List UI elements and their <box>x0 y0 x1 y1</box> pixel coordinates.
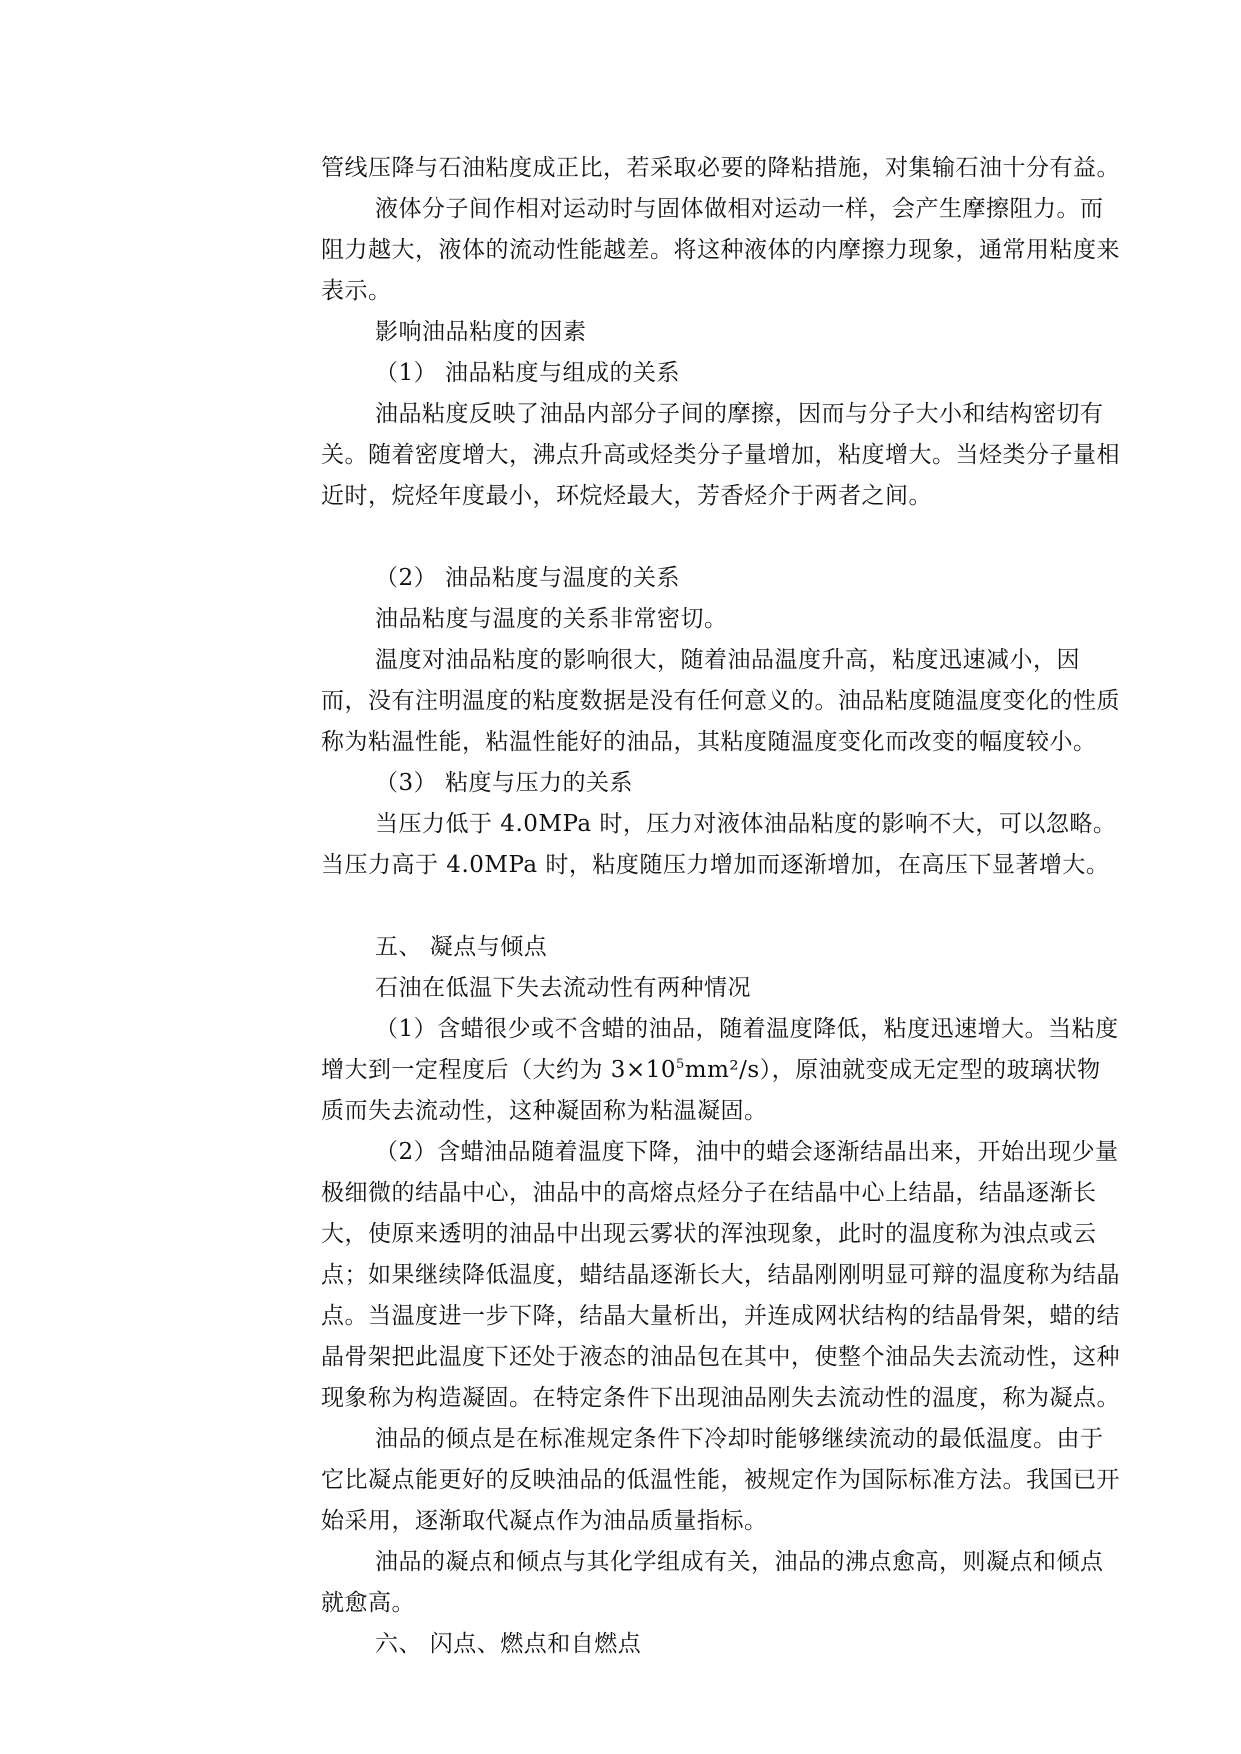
paragraph-composition-effect: 油品的凝点和倾点与其化学组成有关，油品的沸点愈高，则凝点和倾点就愈高。 <box>321 1549 1104 1616</box>
paragraph-case-2: （2）含蜡油品随着温度下降，油中的蜡会逐渐结晶出来，开始出现少量极细微的结晶中心，油品中的高熔点烃分子在结晶中心上结晶，结晶逐渐长大，使原来透明的油品中出现云雾状的浑浊现象，此时的温度称为浊点或云点；如果继续降低温度，蜡结晶逐渐长大，结晶刚刚明显可辩的温度称为结晶点。当温度进一步下降，结晶大量析出，并连成网状结构的结晶骨架，蜡的结晶骨架把此温度下还处于液态的油品包在其中，使整个油品失去流动性，这种现象称为构造凝固。在特定条件下出现油品刚失去流动性的温度，称为凝点。 <box>321 1139 1120 1411</box>
paragraph-composition: 油品粘度反映了油品内部分子间的摩擦，因而与分子大小和结构密切有关。随着密度增大，沸点升高或烃类分子量增加，粘度增大。当烃类分子量相近时，烷烃年度最小，环烷烃最大，芳香烃介于两者之间。 <box>321 401 1120 509</box>
section-heading-pour-point: 五、 凝点与倾点 <box>375 934 548 960</box>
paragraph-pipeline-pressure: 管线压降与石油粘度成正比，若采取必要的降粘措施，对集输石油十分有益。 <box>321 155 1120 181</box>
heading-viscosity-factors: 影响油品粘度的因素 <box>375 319 587 345</box>
blank-line <box>321 517 1121 558</box>
superscript-exponent: 5 <box>675 1057 685 1072</box>
paragraph-pour-point: 油品的倾点是在标准规定条件下冷却时能够继续流动的最低温度。由于它比凝点能更好的反映油品的低温性能，被规定作为国际标准方法。我国已开始采用，逐渐取代凝点作为油品质量指标。 <box>321 1426 1120 1534</box>
subheading-temperature: （2） 油品粘度与温度的关系 <box>375 565 680 591</box>
paragraph-viscosity-temperature: 温度对油品粘度的影响很大，随着油品温度升高，粘度迅速减小，因而，没有注明温度的粘度数据是没有任何意义的。油品粘度随温度变化的性质称为粘温性能，粘温性能好的油品，其粘度随温度变化而改变的幅度较小。 <box>321 647 1120 755</box>
case-1-text-end: mm²/s），原油就变成无定型的玻璃状物质而失去流动性，这种凝固称为粘温凝固。 <box>321 1057 1101 1124</box>
paragraph-case-1 <box>321 1009 1121 1132</box>
subheading-pressure: （3） 粘度与压力的关系 <box>375 770 633 796</box>
subheading-composition: （1） 油品粘度与组成的关系 <box>375 360 680 386</box>
paragraph-pressure: 当压力低于 4.0MPa 时，压力对液体油品粘度的影响不大，可以忽略。当压力高于 4.0MPa 时，粘度随压力增加而逐渐增加，在高压下显著增大。 <box>321 811 1117 878</box>
paragraph-internal-friction: 液体分子间作相对运动时与固体做相对运动一样，会产生摩擦阻力。而阻力越大，液体的流动性能越差。将这种液体的内摩擦力现象，通常用粘度来表示。 <box>321 196 1120 304</box>
section-heading-flash-point: 六、 闪点、燃点和自燃点 <box>375 1631 642 1657</box>
document-body <box>321 148 1121 1665</box>
paragraph-temperature-relation: 油品粘度与温度的关系非常密切。 <box>375 606 728 632</box>
paragraph-two-cases: 石油在低温下失去流动性有两种情况 <box>375 975 751 1001</box>
blank-line <box>321 886 1121 927</box>
case-1-text-start: （1）含蜡很少或不含蜡的油品，随着温度降低，粘度迅速增大。当粘度增大到一定程度后（大约为 3×10 <box>321 1016 1119 1083</box>
